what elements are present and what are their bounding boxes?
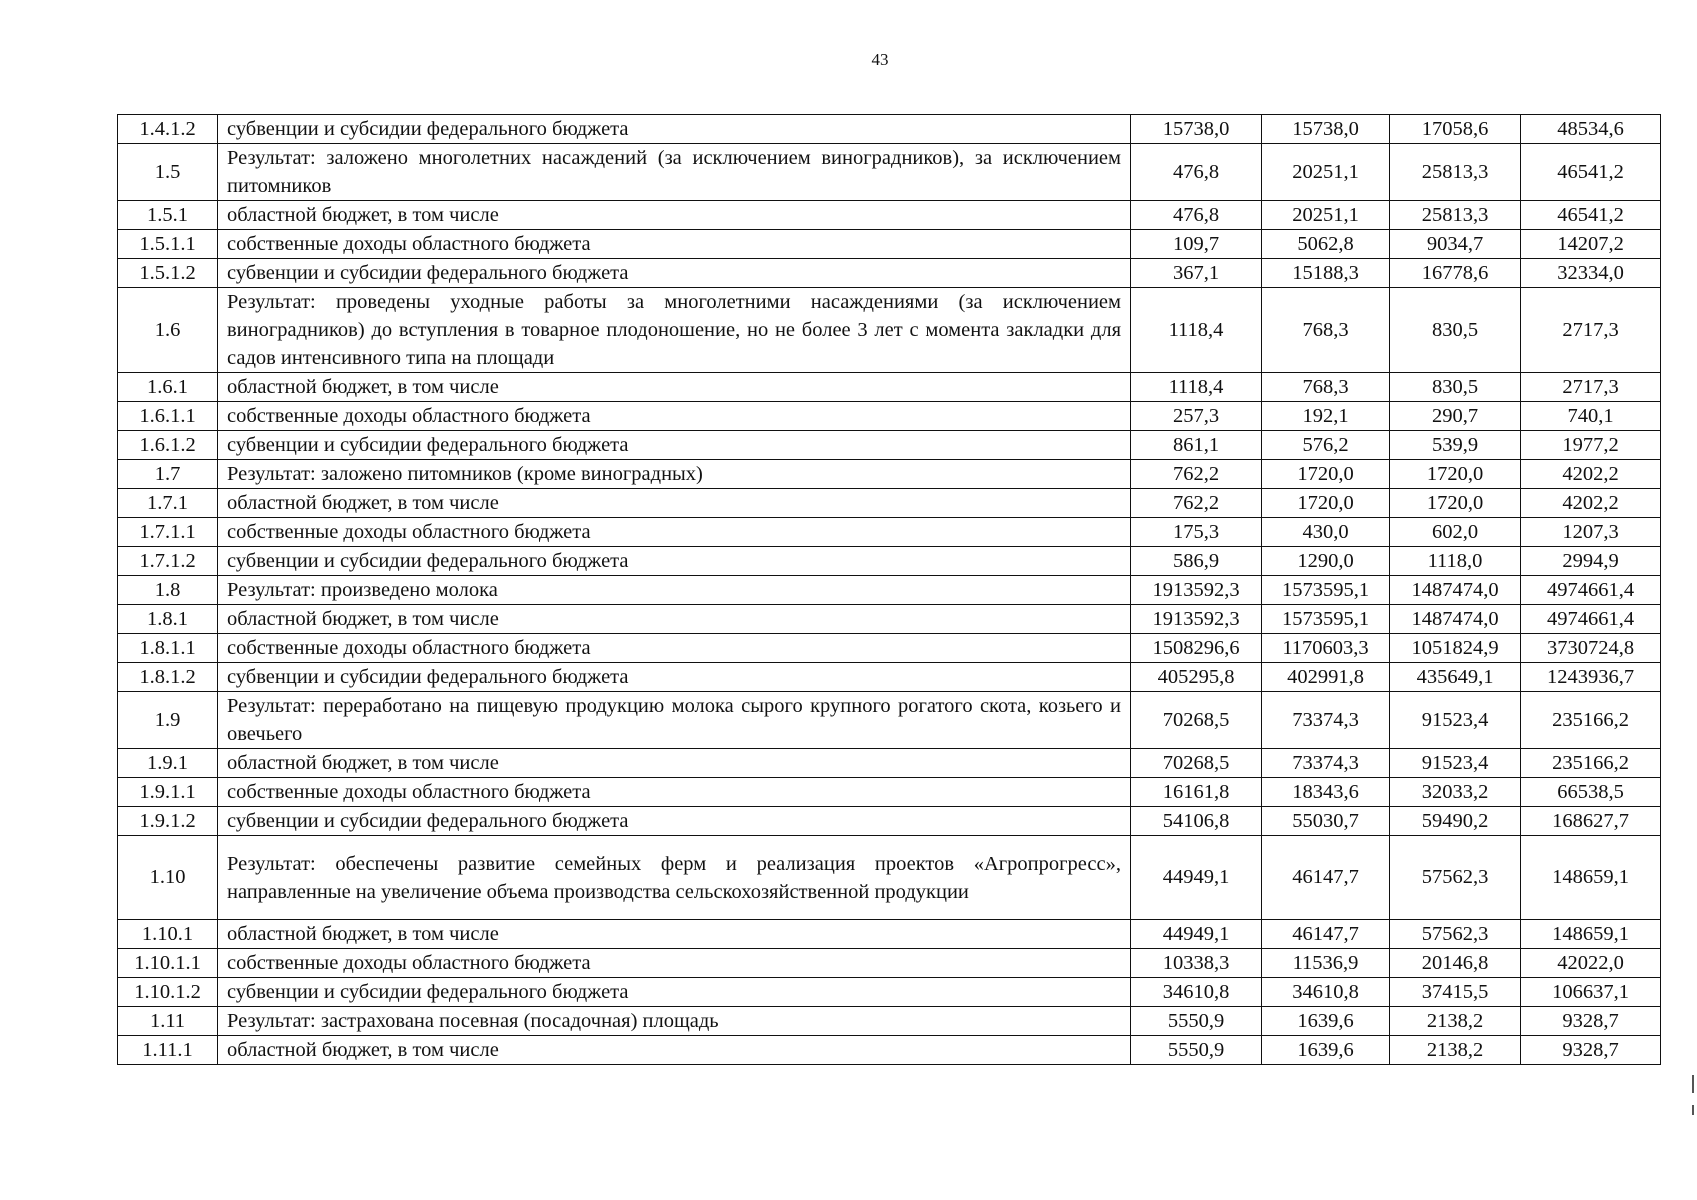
row-description: областной бюджет, в том числе	[218, 201, 1131, 230]
row-description: собственные доходы областного бюджета	[218, 402, 1131, 431]
table-row	[118, 402, 1661, 431]
row-code: 1.5.1.2	[118, 259, 218, 288]
row-value-1: 175,3	[1131, 518, 1262, 547]
row-description: Результат: заложено питомников (кроме виноградных)	[218, 460, 1131, 489]
row-description: областной бюджет, в том числе	[218, 605, 1131, 634]
row-value-2: 5062,8	[1262, 230, 1390, 259]
row-value-4: 148659,1	[1521, 836, 1661, 920]
table-row	[118, 431, 1661, 460]
row-code: 1.6.1	[118, 373, 218, 402]
page-number: 43	[871, 50, 889, 69]
row-value-1: 861,1	[1131, 431, 1262, 460]
row-description: Результат: заложено многолетних насаждений (за исключением виноградников), за исключением питомников	[218, 144, 1131, 201]
row-value-1: 34610,8	[1131, 978, 1262, 1007]
row-code: 1.8.1.1	[118, 634, 218, 663]
row-value-3: 57562,3	[1390, 920, 1521, 949]
row-code: 1.6.1.2	[118, 431, 218, 460]
row-value-4: 32334,0	[1521, 259, 1661, 288]
row-value-2: 402991,8	[1262, 663, 1390, 692]
table-row	[118, 288, 1661, 373]
row-value-1: 70268,5	[1131, 692, 1262, 749]
row-value-3: 1051824,9	[1390, 634, 1521, 663]
row-value-4: 1243936,7	[1521, 663, 1661, 692]
row-value-1: 586,9	[1131, 547, 1262, 576]
row-value-4: 14207,2	[1521, 230, 1661, 259]
row-description: областной бюджет, в том числе	[218, 749, 1131, 778]
row-value-3: 602,0	[1390, 518, 1521, 547]
row-value-3: 32033,2	[1390, 778, 1521, 807]
table-row	[118, 634, 1661, 663]
row-value-1: 367,1	[1131, 259, 1262, 288]
row-value-4: 2994,9	[1521, 547, 1661, 576]
row-description: собственные доходы областного бюджета	[218, 518, 1131, 547]
row-value-3: 25813,3	[1390, 201, 1521, 230]
row-code: 1.7.1	[118, 489, 218, 518]
row-value-1: 10338,3	[1131, 949, 1262, 978]
row-value-4: 3730724,8	[1521, 634, 1661, 663]
table-row	[118, 1007, 1661, 1036]
row-code: 1.9	[118, 692, 218, 749]
table-row	[118, 373, 1661, 402]
budget-table	[117, 114, 1661, 1065]
row-value-1: 5550,9	[1131, 1007, 1262, 1036]
row-code: 1.8.1	[118, 605, 218, 634]
row-value-1: 1118,4	[1131, 373, 1262, 402]
table-row	[118, 978, 1661, 1007]
row-value-3: 25813,3	[1390, 144, 1521, 201]
table-row	[118, 547, 1661, 576]
row-value-2: 768,3	[1262, 288, 1390, 373]
row-description: субвенции и субсидии федерального бюджета	[218, 547, 1131, 576]
table-row	[118, 749, 1661, 778]
row-value-4: 235166,2	[1521, 692, 1661, 749]
row-value-2: 20251,1	[1262, 201, 1390, 230]
row-value-3: 91523,4	[1390, 692, 1521, 749]
row-value-4: 42022,0	[1521, 949, 1661, 978]
scan-edge-mark	[1692, 1075, 1694, 1093]
row-value-2: 46147,7	[1262, 920, 1390, 949]
row-value-4: 4202,2	[1521, 489, 1661, 518]
row-value-3: 539,9	[1390, 431, 1521, 460]
table-row	[118, 489, 1661, 518]
row-value-4: 235166,2	[1521, 749, 1661, 778]
row-value-4: 66538,5	[1521, 778, 1661, 807]
table-row	[118, 144, 1661, 201]
row-value-2: 192,1	[1262, 402, 1390, 431]
row-value-2: 1170603,3	[1262, 634, 1390, 663]
row-value-3: 830,5	[1390, 373, 1521, 402]
row-value-1: 762,2	[1131, 489, 1262, 518]
row-description: областной бюджет, в том числе	[218, 1036, 1131, 1065]
row-description: собственные доходы областного бюджета	[218, 778, 1131, 807]
row-code: 1.9.1.1	[118, 778, 218, 807]
table-row	[118, 692, 1661, 749]
scan-edge-mark	[1692, 1105, 1694, 1115]
row-description: собственные доходы областного бюджета	[218, 230, 1131, 259]
row-description: субвенции и субсидии федерального бюджета	[218, 259, 1131, 288]
row-description: областной бюджет, в том числе	[218, 920, 1131, 949]
row-value-3: 1720,0	[1390, 489, 1521, 518]
row-value-1: 476,8	[1131, 201, 1262, 230]
row-value-2: 768,3	[1262, 373, 1390, 402]
table-row	[118, 115, 1661, 144]
row-value-2: 430,0	[1262, 518, 1390, 547]
row-description: собственные доходы областного бюджета	[218, 949, 1131, 978]
row-value-3: 9034,7	[1390, 230, 1521, 259]
row-value-1: 44949,1	[1131, 920, 1262, 949]
table-row	[118, 949, 1661, 978]
table-row	[118, 259, 1661, 288]
row-value-4: 2717,3	[1521, 288, 1661, 373]
table-row	[118, 230, 1661, 259]
row-description: Результат: произведено молока	[218, 576, 1131, 605]
table-row	[118, 518, 1661, 547]
row-value-2: 15188,3	[1262, 259, 1390, 288]
row-value-4: 106637,1	[1521, 978, 1661, 1007]
row-code: 1.4.1.2	[118, 115, 218, 144]
row-description: собственные доходы областного бюджета	[218, 634, 1131, 663]
table-row	[118, 807, 1661, 836]
row-value-3: 37415,5	[1390, 978, 1521, 1007]
row-code: 1.7.1.1	[118, 518, 218, 547]
row-code: 1.10.1	[118, 920, 218, 949]
table-row	[118, 836, 1661, 920]
row-code: 1.9.1.2	[118, 807, 218, 836]
row-value-2: 1573595,1	[1262, 576, 1390, 605]
row-code: 1.10.1.1	[118, 949, 218, 978]
row-value-3: 20146,8	[1390, 949, 1521, 978]
row-code: 1.5.1.1	[118, 230, 218, 259]
row-code: 1.11	[118, 1007, 218, 1036]
row-value-4: 740,1	[1521, 402, 1661, 431]
row-value-2: 20251,1	[1262, 144, 1390, 201]
row-value-4: 46541,2	[1521, 201, 1661, 230]
row-value-3: 1487474,0	[1390, 576, 1521, 605]
row-code: 1.8	[118, 576, 218, 605]
row-description: областной бюджет, в том числе	[218, 489, 1131, 518]
row-code: 1.6.1.1	[118, 402, 218, 431]
row-value-3: 17058,6	[1390, 115, 1521, 144]
table-row	[118, 201, 1661, 230]
row-value-2: 1639,6	[1262, 1036, 1390, 1065]
row-value-3: 59490,2	[1390, 807, 1521, 836]
table-row	[118, 920, 1661, 949]
row-description: Результат: обеспечены развитие семейных ферм и реализация проектов «Агропрогресс», направленные на увеличение объема производства сельскохозяйственной продукции	[218, 836, 1131, 920]
row-description: субвенции и субсидии федерального бюджета	[218, 807, 1131, 836]
row-code: 1.7	[118, 460, 218, 489]
row-description: субвенции и субсидии федерального бюджета	[218, 663, 1131, 692]
table-row	[118, 605, 1661, 634]
row-value-3: 57562,3	[1390, 836, 1521, 920]
row-code: 1.8.1.2	[118, 663, 218, 692]
row-value-4: 4202,2	[1521, 460, 1661, 489]
row-value-4: 48534,6	[1521, 115, 1661, 144]
row-code: 1.10	[118, 836, 218, 920]
row-description: Результат: проведены уходные работы за многолетними насаждениями (за исключением виноградников) до вступления в товарное плодоношение, но не более 3 лет с момента закладки для садов интенсивного типа на площади	[218, 288, 1131, 373]
row-value-4: 148659,1	[1521, 920, 1661, 949]
row-code: 1.6	[118, 288, 218, 373]
table-row	[118, 576, 1661, 605]
row-value-1: 476,8	[1131, 144, 1262, 201]
row-value-2: 15738,0	[1262, 115, 1390, 144]
row-value-2: 1720,0	[1262, 489, 1390, 518]
row-value-2: 11536,9	[1262, 949, 1390, 978]
row-value-3: 2138,2	[1390, 1007, 1521, 1036]
row-value-3: 1118,0	[1390, 547, 1521, 576]
row-value-1: 257,3	[1131, 402, 1262, 431]
table-row	[118, 663, 1661, 692]
row-value-1: 16161,8	[1131, 778, 1262, 807]
row-value-3: 290,7	[1390, 402, 1521, 431]
row-value-1: 1118,4	[1131, 288, 1262, 373]
row-code: 1.7.1.2	[118, 547, 218, 576]
row-code: 1.10.1.2	[118, 978, 218, 1007]
row-value-4: 1207,3	[1521, 518, 1661, 547]
table-row	[118, 1036, 1661, 1065]
row-description: Результат: переработано на пищевую продукцию молока сырого крупного рогатого скота, козьего и овечьего	[218, 692, 1131, 749]
row-description: субвенции и субсидии федерального бюджета	[218, 978, 1131, 1007]
row-value-3: 830,5	[1390, 288, 1521, 373]
row-value-2: 55030,7	[1262, 807, 1390, 836]
row-value-4: 168627,7	[1521, 807, 1661, 836]
row-value-2: 1639,6	[1262, 1007, 1390, 1036]
row-value-2: 1720,0	[1262, 460, 1390, 489]
row-value-1: 109,7	[1131, 230, 1262, 259]
row-value-4: 9328,7	[1521, 1036, 1661, 1065]
row-value-2: 18343,6	[1262, 778, 1390, 807]
row-description: субвенции и субсидии федерального бюджета	[218, 431, 1131, 460]
row-code: 1.11.1	[118, 1036, 218, 1065]
row-value-1: 1913592,3	[1131, 576, 1262, 605]
row-value-1: 70268,5	[1131, 749, 1262, 778]
row-value-1: 1913592,3	[1131, 605, 1262, 634]
row-code: 1.5.1	[118, 201, 218, 230]
row-value-1: 1508296,6	[1131, 634, 1262, 663]
row-value-3: 1720,0	[1390, 460, 1521, 489]
row-description: Результат: застрахована посевная (посадочная) площадь	[218, 1007, 1131, 1036]
row-value-2: 73374,3	[1262, 692, 1390, 749]
row-value-4: 9328,7	[1521, 1007, 1661, 1036]
row-value-2: 1573595,1	[1262, 605, 1390, 634]
row-value-2: 34610,8	[1262, 978, 1390, 1007]
row-value-3: 16778,6	[1390, 259, 1521, 288]
row-value-1: 44949,1	[1131, 836, 1262, 920]
row-value-4: 1977,2	[1521, 431, 1661, 460]
row-code: 1.9.1	[118, 749, 218, 778]
row-value-3: 1487474,0	[1390, 605, 1521, 634]
row-value-2: 1290,0	[1262, 547, 1390, 576]
row-value-3: 91523,4	[1390, 749, 1521, 778]
row-code: 1.5	[118, 144, 218, 201]
row-value-4: 4974661,4	[1521, 576, 1661, 605]
row-value-4: 2717,3	[1521, 373, 1661, 402]
row-value-3: 2138,2	[1390, 1036, 1521, 1065]
table-row	[118, 460, 1661, 489]
row-value-1: 54106,8	[1131, 807, 1262, 836]
table-body	[118, 115, 1661, 1065]
row-value-1: 405295,8	[1131, 663, 1262, 692]
row-description: областной бюджет, в том числе	[218, 373, 1131, 402]
row-value-1: 5550,9	[1131, 1036, 1262, 1065]
table-row	[118, 778, 1661, 807]
row-value-1: 15738,0	[1131, 115, 1262, 144]
row-value-2: 576,2	[1262, 431, 1390, 460]
row-value-2: 73374,3	[1262, 749, 1390, 778]
row-value-2: 46147,7	[1262, 836, 1390, 920]
row-value-3: 435649,1	[1390, 663, 1521, 692]
row-value-4: 46541,2	[1521, 144, 1661, 201]
row-value-1: 762,2	[1131, 460, 1262, 489]
row-description: субвенции и субсидии федерального бюджета	[218, 115, 1131, 144]
row-value-4: 4974661,4	[1521, 605, 1661, 634]
